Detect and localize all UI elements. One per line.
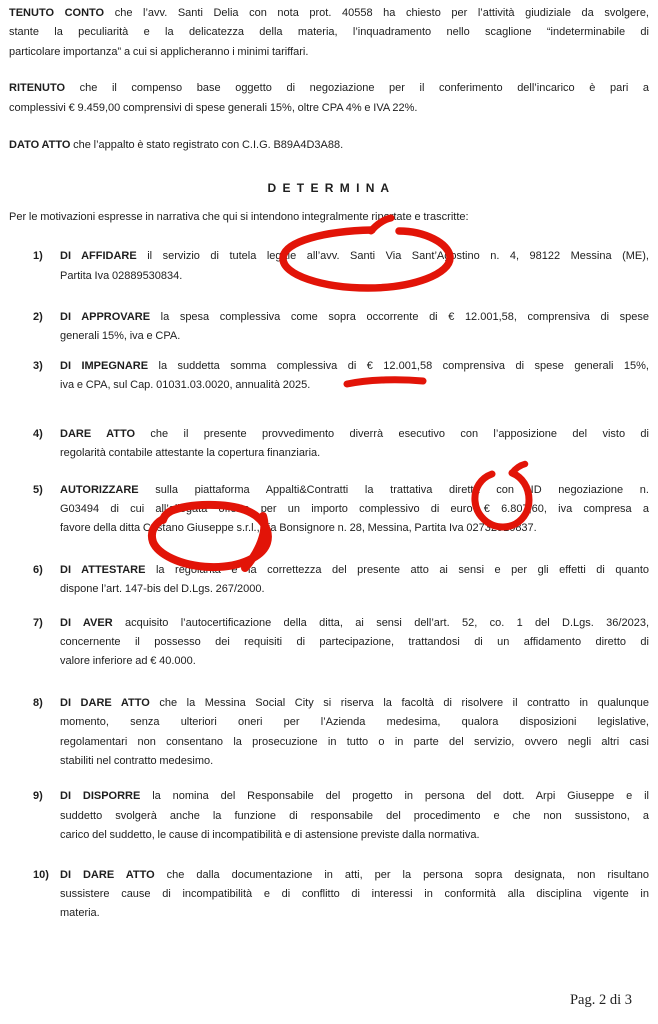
text-segment: acquisito l’autocertificazione della ditta, ai sensi dell’art. 52, co. 1 del D.Lgs. 36/2023, [112,616,649,629]
doc-line [9,4,649,23]
item-number: 2) [33,311,43,324]
doc-line [60,500,649,519]
text-segment: generali 15%, iva e CPA. [60,330,181,343]
list-item [9,425,649,464]
item-number: 9) [33,790,43,803]
doc-line [9,43,649,62]
text-segment: complessivi € 9.459,00 comprensivi di spese generali 15%, oltre CPA 4% e IVA 22%. [9,101,418,114]
list-item [9,694,649,772]
doc-line [60,752,649,771]
bold-lead: DI IMPEGNARE [60,359,149,372]
text-segment: stante la peculiarità e la delicatezza della materia, l’inquadramento nello scaglione “indeterminabile di [9,26,649,39]
text-segment: concernente il possesso dei requisiti di partecipazione, trattandosi di un affidamento diretto di [60,635,649,648]
list-item [9,866,649,924]
doc-line [60,614,649,633]
doc-line [60,444,649,463]
text-segment: la spesa complessiva come sopra occorrente di € 12.001,58, comprensiva di spese [150,311,649,324]
text-segment: regolarità contabile attestante la copertura finanziaria. [60,447,321,460]
item-number: 10) [33,868,49,881]
doc-line [60,425,649,444]
doc-line [60,826,649,845]
determina-heading: D E T E R M I N A [267,181,391,196]
bold-lead: DI DARE ATTO [60,868,155,881]
text-segment: sussistere cause di incompatibilità e di conflitto di interessi in conformità alla disciplina vigente in [60,888,649,900]
item-number: 4) [33,427,43,440]
red-circle-negotiation-flick [512,464,525,473]
text-segment: regolamentari non consentano la prosecuzione in tutto o in parte del servizio, ovvero negli altri casi [60,735,649,748]
list-item [9,247,649,286]
doc-line [60,267,649,286]
bold-lead: DI AFFIDARE [60,250,137,263]
list-item [9,561,649,600]
bold-lead: DI ATTESTARE [60,563,146,576]
text-segment: che il presente provvedimento diverrà esecutivo con l’apposizione del visto di [135,427,649,440]
doc-line [60,866,649,885]
text-segment: la regolarità e la correttezza del presente atto ai sensi e per gli effetti di quanto [145,563,649,576]
paragraph-tenuto-conto [9,4,649,62]
doc-line [60,713,649,732]
bold-lead: DI DISPORRE [60,790,141,803]
item-number: 8) [33,696,43,709]
doc-line [9,99,649,118]
list-item [9,357,649,396]
bold-lead: RITENUTO [9,82,66,95]
bold-lead: AUTORIZZARE [60,483,139,496]
item-number: 1) [33,250,43,263]
item-number: 7) [33,616,43,629]
paragraph-dato-atto [9,136,649,155]
text-segment: che dalla documentazione in atti, per la persona sopra designata, non risultano [154,868,649,881]
text-segment: stabiliti nel contratto medesimo. [60,754,214,767]
text-segment: favore della ditta Castano Giuseppe s.r.l., via Bonsignore n. 28, Messina, Partita Iva 02732910837. [60,522,537,535]
page-number: Pag. 2 di 3 [569,991,632,1008]
text-segment: iva e CPA, sul Cap. 01031.03.0020, annualità 2025. [60,379,311,392]
doc-line [60,885,649,904]
doc-line [60,327,649,346]
doc-line [9,79,649,98]
doc-line [60,733,649,752]
doc-line [60,694,649,713]
bold-lead: DI DARE ATTO [60,696,150,709]
bold-lead: DATO ATTO [9,139,71,152]
intro-line [9,208,649,227]
doc-line [60,376,649,395]
text-segment: che l’avv. Santi Delia con nota prot. 40558 ha chiesto per l’attività giudiziale da svolgere, [104,7,649,19]
bold-lead: TENUTO CONTO [9,7,105,19]
doc-line [60,561,649,580]
doc-line [60,308,649,327]
doc-line [60,787,649,806]
text-segment: Per le motivazioni espresse in narrativa che qui si intendono integralmente riportate e trascritte: [9,210,469,223]
text-segment: G03494 di cui all’allegata offerta per un importo complessivo di euro € 6.807,60, iva compresa a [60,502,649,515]
text-segment: momento, senza ulteriori oneri per l’Azienda medesima, qualora disposizioni legislative, [60,716,649,729]
doc-line [9,136,649,155]
text-segment: sulla piattaforma Appalti&Contratti la trattativa diretta con ID negoziazione n. [138,483,649,496]
text-segment: particolare importanza” a cui si applicheranno i minimi tariffari. [9,45,309,58]
doc-line [60,519,649,538]
doc-line [60,904,649,923]
list-item [9,481,649,539]
list-item [9,787,649,845]
text-segment: Partita Iva 02889530834. [60,269,183,282]
paragraph-ritenuto [9,79,649,118]
doc-line [60,633,649,652]
text-segment: dispone l’art. 147-bis del D.Lgs. 267/2000. [60,583,265,596]
text-segment: che la Messina Social City si riserva la facoltà di risolvere il contratto in qualunque [149,696,649,709]
text-segment: carico del suddetto, le cause di incompatibilità e di astensione previste dalla normativa. [60,829,480,842]
text-segment: valore inferiore ad € 40.000. [60,655,196,668]
text-segment: materia. [60,907,100,920]
text-segment: la suddetta somma complessiva di € 12.001,58 comprensiva di spese generali 15%, [148,359,649,372]
item-number: 5) [33,483,43,496]
doc-line [60,481,649,500]
doc-line [9,23,649,42]
doc-line [60,652,649,671]
text-segment: che il compenso base oggetto di negoziazione per il conferimento dell’incarico è pari a [65,82,649,95]
bold-lead: DARE ATTO [60,427,136,440]
bold-lead: DI APPROVARE [60,311,151,324]
text-segment: suddetto svolgerà anche la funzione di responsabile del procedimento e che non sussistono, a [60,809,649,822]
item-number: 6) [33,563,43,576]
item-number: 3) [33,359,43,372]
bold-lead: DI AVER [60,616,113,629]
doc-line [60,807,649,826]
list-item [9,614,649,672]
text-segment: che l’appalto è stato registrato con C.I.G. B89A4D3A88. [70,139,344,152]
doc-line [60,247,649,266]
doc-line [60,580,649,599]
text-segment: la nomina del Responsabile del progetto in persona del dott. Arpi Giuseppe e il [140,790,649,803]
list-item [9,308,649,347]
text-segment: il servizio di tutela legale all’avv. Santi Via Sant’Agostino n. 4, 98122 Messina (ME), [136,250,649,263]
doc-line [60,357,649,376]
